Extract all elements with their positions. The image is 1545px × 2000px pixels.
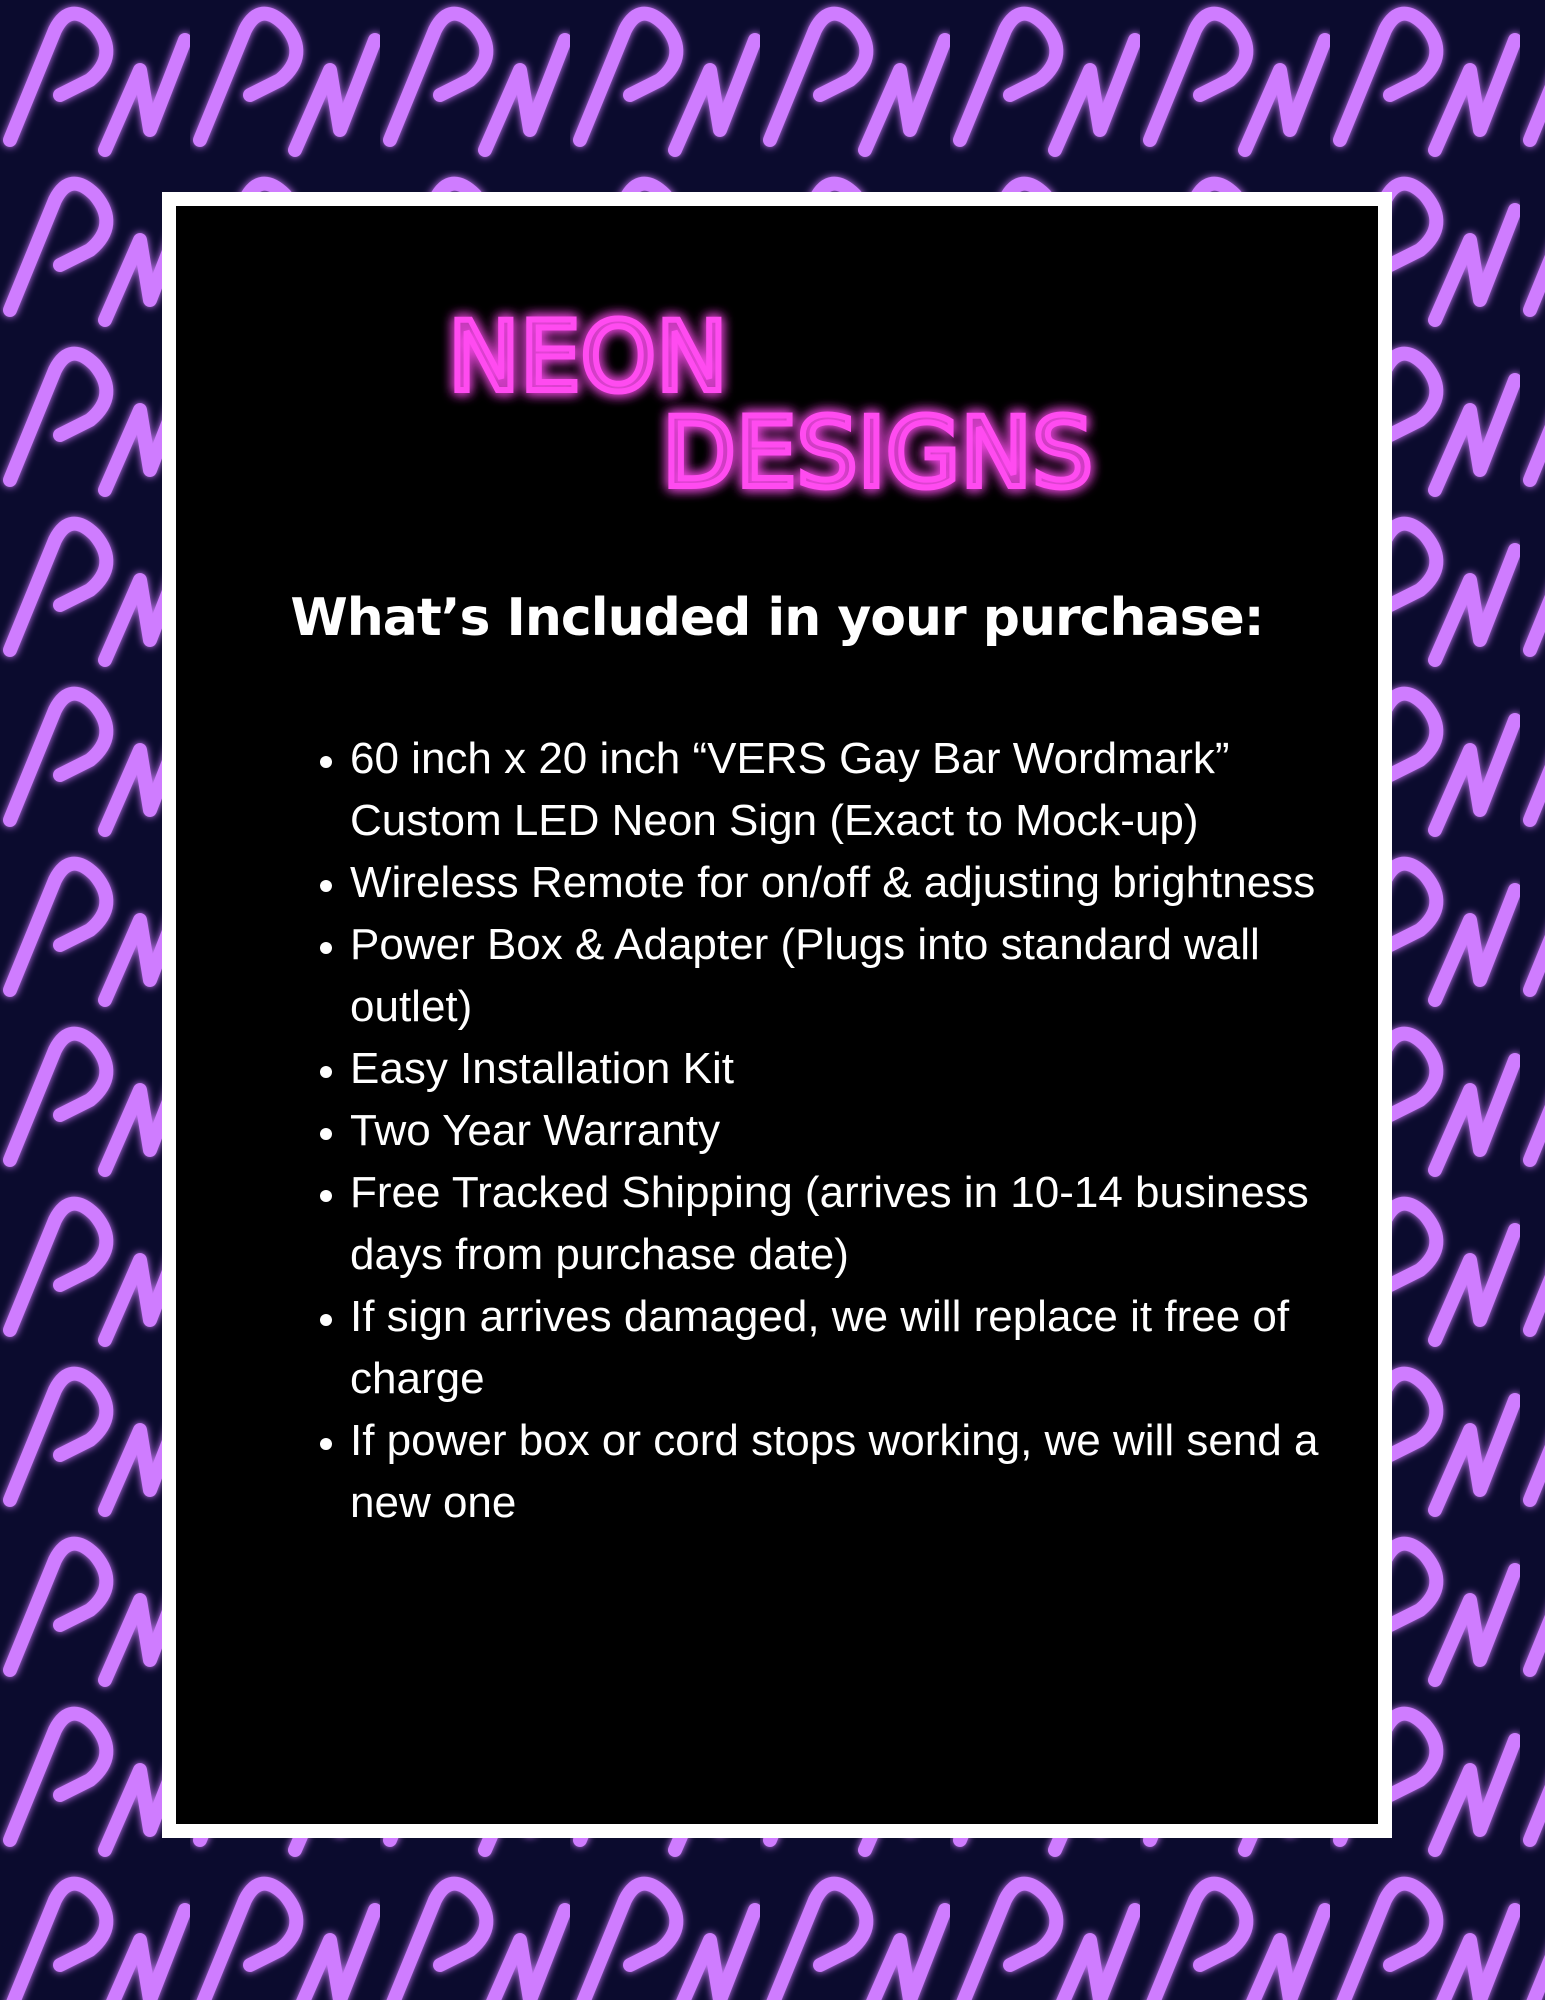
list-item: • If power box or cord stops working, we will send a new one [350, 1410, 1350, 1534]
list-item: • Two Year Warranty [350, 1100, 1350, 1162]
page-heading: What’s Included in your purchase: [290, 588, 1264, 648]
list-item: • Power Box & Adapter (Plugs into standard wall outlet) [350, 914, 1350, 1038]
list-item: • Easy Installation Kit [350, 1038, 1350, 1100]
logo-text-neon: NEON [448, 301, 728, 413]
logo-text-designs: DESIGNS [662, 397, 1093, 509]
list-item: • Wireless Remote for on/off & adjusting brightness [350, 852, 1350, 914]
list-item: • Free Tracked Shipping (arrives in 10-14 business days from purchase date) [350, 1162, 1350, 1286]
list-item: • 60 inch x 20 inch “VERS Gay Bar Wordmark” Custom LED Neon Sign (Exact to Mock-up) [350, 728, 1350, 852]
neon-designs-logo [430, 290, 1130, 520]
included-items-list [300, 728, 1350, 1534]
list-item: • If sign arrives damaged, we will replace it free of charge [350, 1286, 1350, 1410]
